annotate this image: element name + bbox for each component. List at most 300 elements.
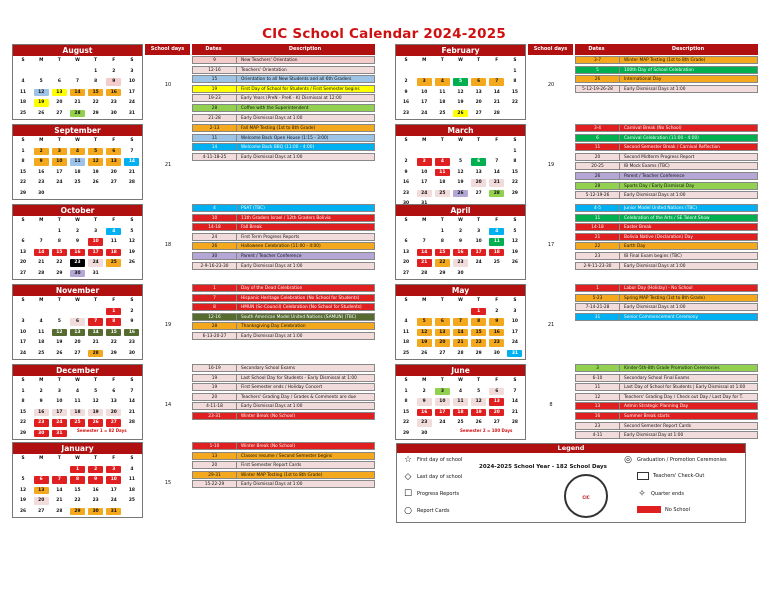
day-cell: 4 xyxy=(106,228,121,236)
day-cell: 9 xyxy=(404,89,408,95)
day-cell: 3 xyxy=(477,228,481,234)
day-cell: 9 xyxy=(404,169,408,175)
day-cell: 8 xyxy=(513,79,517,84)
day-cell: 30 xyxy=(70,270,85,278)
day-cell: 9 xyxy=(417,398,432,406)
weekday-label: F xyxy=(495,378,499,383)
event-description: Summer Break starts xyxy=(624,414,670,419)
event-description: International Day xyxy=(624,77,662,83)
day-cell: 26 xyxy=(453,110,468,118)
day-cell: 24 xyxy=(88,259,103,267)
weekday-label: W xyxy=(75,298,80,303)
event-row xyxy=(575,162,758,170)
event-description: Early Dismissal Days at 1:00 xyxy=(241,263,303,269)
day-cell: 27 xyxy=(20,270,27,276)
day-cell: 27 xyxy=(38,508,45,514)
star-icon: ☆ xyxy=(403,455,413,465)
day-cell: 27 xyxy=(56,110,63,116)
event-description: Kinder-5th-8th Grade Promotion Ceremonies xyxy=(624,366,720,371)
day-cell: 6 xyxy=(21,239,25,244)
empty-cell xyxy=(399,148,414,156)
event-row xyxy=(575,303,758,311)
event-row xyxy=(575,66,758,74)
event-row xyxy=(575,262,758,270)
day-cell: 22 xyxy=(74,498,81,503)
event-row xyxy=(192,223,375,231)
month-calendar xyxy=(395,124,526,210)
day-cell: 26 xyxy=(511,260,518,265)
event-row xyxy=(575,422,758,430)
day-cell: 7 xyxy=(130,388,134,394)
school-days-count: 8 xyxy=(549,402,553,408)
day-cell: 12 xyxy=(20,487,27,493)
day-cell: 8 xyxy=(471,318,486,326)
empty-cell xyxy=(399,228,414,236)
month-calendar xyxy=(12,44,143,120)
event-date: 6 xyxy=(596,135,599,141)
day-cell: 26 xyxy=(92,180,99,185)
empty-cell xyxy=(16,466,31,474)
day-cell: 8 xyxy=(70,476,85,484)
month-calendar xyxy=(12,204,143,280)
weekday-label: W xyxy=(458,138,463,143)
day-cell: 22 xyxy=(20,420,27,425)
day-cell: 5 xyxy=(21,477,25,482)
event-date: 4-11 xyxy=(592,433,603,439)
day-cell: 9 xyxy=(106,78,121,86)
day-cell: 26 xyxy=(20,508,27,514)
day-cell: 19 xyxy=(56,340,63,345)
red-swatch-icon xyxy=(637,506,661,513)
day-cell: 23 xyxy=(403,190,410,196)
weekday-label: M xyxy=(422,58,427,63)
event-row xyxy=(575,56,758,64)
event-description: Carnival Break (No School) xyxy=(624,126,682,131)
event-date: 23 xyxy=(594,254,601,259)
day-cell: 16 xyxy=(70,249,85,257)
day-cell: 2 xyxy=(34,148,49,156)
event-description: Second Semester Break / Carnival Reflection xyxy=(624,145,720,151)
day-cell: 7 xyxy=(39,239,43,244)
weekday-label: F xyxy=(112,456,116,461)
day-cell: 2 xyxy=(75,228,80,234)
empty-cell xyxy=(52,68,67,76)
day-cell: 27 xyxy=(110,180,117,185)
weekday-header xyxy=(13,376,142,385)
weekday-label: T xyxy=(57,138,61,143)
day-cell: 25 xyxy=(38,350,45,356)
event-date: 20 xyxy=(211,463,218,469)
event-date: 21-28 xyxy=(208,115,221,121)
school-days-count: 17 xyxy=(547,242,555,248)
event-date: 23-31 xyxy=(208,414,221,419)
day-cell: 11 xyxy=(435,169,450,177)
empty-cell xyxy=(489,270,504,278)
weekday-label: M xyxy=(39,58,44,63)
day-cell: 25 xyxy=(435,190,450,198)
day-cell: 13 xyxy=(489,398,504,406)
day-cell: 24 xyxy=(56,180,63,185)
empty-cell xyxy=(489,68,504,76)
day-cell: 15 xyxy=(52,249,67,257)
event-date: 15 xyxy=(211,77,218,83)
day-cell: 14 xyxy=(70,89,85,97)
event-date: 12-16 xyxy=(208,67,221,73)
event-description: 11th Graders Israel / 12th Graders Bolivia xyxy=(241,215,331,221)
day-cell: 6 xyxy=(404,239,408,244)
weekday-label: T xyxy=(57,58,61,63)
day-cell: 8 xyxy=(440,239,444,244)
event-description: Welcome Back BBQ (11:00 - 4:00) xyxy=(241,145,315,151)
day-cell: 1 xyxy=(440,228,444,234)
day-cell: 16 xyxy=(489,329,504,337)
day-cell: 11 xyxy=(453,398,468,406)
empty-cell xyxy=(52,466,67,474)
event-date: 10 xyxy=(211,215,218,221)
event-description: Winter Break (No School) xyxy=(241,444,296,449)
day-cell: 15 xyxy=(74,487,81,493)
month-name: June xyxy=(396,365,525,376)
day-cell: 17 xyxy=(20,340,27,345)
weekday-label: T xyxy=(94,58,98,63)
weekday-header xyxy=(396,296,525,305)
weekday-label: T xyxy=(57,218,61,223)
weekday-label: W xyxy=(458,58,463,63)
weekday-label: W xyxy=(75,218,80,223)
day-cell: 12 xyxy=(92,399,99,404)
weekday-header xyxy=(13,216,142,225)
day-cell: 11 xyxy=(128,477,135,482)
day-grid xyxy=(13,305,142,359)
event-description: First Day of School for Students / First Semester begins xyxy=(241,86,360,92)
day-cell: 30 xyxy=(34,430,49,438)
event-row xyxy=(192,480,375,488)
day-cell: 8 xyxy=(404,399,408,404)
empty-cell xyxy=(124,190,139,198)
day-cell: 24 xyxy=(417,190,432,198)
day-cell: 7 xyxy=(489,78,504,86)
day-cell: 9 xyxy=(88,476,103,484)
event-date: 16-19 xyxy=(208,366,221,371)
day-cell: 12 xyxy=(417,329,432,337)
day-cell: 2 xyxy=(495,308,499,314)
day-cell: 13 xyxy=(34,487,49,495)
event-row xyxy=(575,412,758,420)
day-cell: 2 xyxy=(404,79,408,84)
day-cell: 13 xyxy=(52,89,67,97)
event-row xyxy=(192,124,375,132)
day-cell: 22 xyxy=(471,339,486,347)
weekday-label: F xyxy=(112,138,116,143)
day-cell: 10 xyxy=(475,239,482,244)
school-days-count: 10 xyxy=(164,82,172,88)
weekday-label: F xyxy=(495,298,499,303)
day-cell: 11 xyxy=(38,329,45,335)
weekday-header xyxy=(13,296,142,305)
legend-checkout: Teachers' Check-Out xyxy=(637,472,704,480)
day-cell: 20 xyxy=(471,179,486,187)
day-cell: 13 xyxy=(20,249,27,255)
day-cell: 16 xyxy=(403,100,410,105)
quarter-star-icon: ✧ xyxy=(638,489,646,499)
event-description: Early Dismissal Days at 1:00 xyxy=(241,334,303,339)
event-date: 24 xyxy=(211,234,218,240)
day-cell: 2 xyxy=(422,388,426,394)
day-cell: 23 xyxy=(453,259,468,267)
day-cell: 25 xyxy=(128,498,135,503)
event-row xyxy=(575,252,758,260)
day-cell: 10 xyxy=(20,329,27,335)
weekday-label: M xyxy=(39,138,44,143)
day-cell: 31 xyxy=(92,270,99,276)
event-description: Teachers' Orientation xyxy=(241,67,287,73)
day-cell: 1 xyxy=(57,228,61,234)
day-cell: 13 xyxy=(106,158,121,166)
event-row xyxy=(192,75,375,83)
event-description: Carnival Celebration (11:00 - 4:00) xyxy=(624,135,699,141)
legend-report: ○ Report Cards xyxy=(404,506,450,516)
event-description: Early Dismissal Days at 1:00 xyxy=(241,482,303,488)
weekday-label: S xyxy=(130,298,134,303)
day-cell: 1 xyxy=(513,68,517,74)
day-cell: 20 xyxy=(56,100,63,105)
day-cell: 28 xyxy=(489,190,504,198)
day-cell: 16 xyxy=(403,180,410,185)
legend-noschool: No School xyxy=(637,506,690,513)
weekday-label: T xyxy=(477,138,481,143)
day-cell: 4 xyxy=(458,388,463,394)
day-cell: 15 xyxy=(106,329,121,337)
day-cell: 6 xyxy=(106,148,121,156)
event-row xyxy=(575,143,758,151)
day-cell: 2 xyxy=(458,228,463,234)
description-header: Description xyxy=(618,44,758,55)
day-cell: 30 xyxy=(457,270,464,276)
day-cell: 26 xyxy=(88,419,103,427)
weekday-header xyxy=(13,454,142,463)
event-date: 11 xyxy=(594,385,601,391)
day-cell: 15 xyxy=(20,169,27,175)
day-cell: 19 xyxy=(471,409,486,417)
event-description: Parent / Teacher Conference xyxy=(624,174,685,179)
semester-note: Semester 2 = 100 Days xyxy=(460,428,513,433)
school-days-header: School days xyxy=(145,44,190,55)
weekday-label: T xyxy=(477,298,481,303)
day-cell: 3 xyxy=(52,148,67,156)
event-description: Winter MAP Testing (1st to 8th Grade) xyxy=(241,472,323,478)
month-calendar xyxy=(395,44,526,120)
weekday-label: S xyxy=(404,298,408,303)
day-cell: 29 xyxy=(110,350,117,356)
day-cell: 10 xyxy=(52,158,67,166)
empty-cell xyxy=(106,270,121,278)
weekday-label: F xyxy=(112,378,116,383)
day-cell: 8 xyxy=(94,79,98,84)
day-cell: 6 xyxy=(471,78,486,86)
day-cell: 14 xyxy=(124,158,139,166)
event-description: First Semester Report Cards xyxy=(241,463,302,469)
day-cell: 24 xyxy=(421,110,428,116)
empty-cell xyxy=(16,308,31,316)
event-date: 14 xyxy=(211,145,218,151)
event-row xyxy=(192,85,375,93)
legend-quarter: ✧ Quarter ends xyxy=(638,489,684,499)
empty-cell xyxy=(417,148,432,156)
day-cell: 5 xyxy=(130,228,134,234)
event-row xyxy=(192,294,375,302)
event-description: Early Years (PreN - PreK - K) Dismissal at 12:00 xyxy=(241,96,342,102)
empty-cell xyxy=(471,148,486,156)
day-cell: 9 xyxy=(130,319,134,324)
weekday-label: T xyxy=(477,378,481,383)
weekday-label: T xyxy=(440,378,444,383)
diamond-icon: ◇ xyxy=(404,472,412,482)
school-days-header: School days xyxy=(528,44,573,55)
month-name: May xyxy=(396,285,525,296)
event-row xyxy=(192,204,375,212)
day-cell: 11 xyxy=(403,329,410,335)
event-description: PSAT (TBC) xyxy=(241,206,265,211)
day-cell: 4 xyxy=(489,228,504,236)
weekday-label: S xyxy=(130,456,134,461)
event-description: Fall Break xyxy=(241,225,262,231)
day-cell: 23 xyxy=(110,100,117,105)
day-cell: 6 xyxy=(112,388,116,394)
day-cell: 21 xyxy=(493,100,500,105)
day-cell: 4 xyxy=(435,158,450,166)
day-cell: 25 xyxy=(106,259,121,267)
event-date: 2-9-11-23-30 xyxy=(583,263,612,269)
school-days-count: 19 xyxy=(547,162,555,168)
day-cell: 5 xyxy=(88,148,103,156)
day-cell: 20 xyxy=(403,260,410,265)
day-cell: 26 xyxy=(56,350,63,356)
empty-cell xyxy=(34,68,49,76)
event-description: Teachers' Grading Day / Grades & Comments are due xyxy=(241,394,357,400)
day-cell: 8 xyxy=(513,159,517,164)
day-cell: 13 xyxy=(475,89,482,95)
event-date: 22 xyxy=(594,244,601,250)
school-days-count: 21 xyxy=(164,162,172,168)
day-cell: 12 xyxy=(511,239,518,244)
empty-cell xyxy=(435,68,450,76)
day-cell: 20 xyxy=(34,497,49,505)
empty-cell xyxy=(417,68,432,76)
event-description: HMUN (Sc-Council) Celebration (No School for Students) xyxy=(241,305,362,311)
day-cell: 24 xyxy=(128,100,135,105)
event-date: 5-12-19-26 xyxy=(585,193,610,199)
day-cell: 3 xyxy=(94,228,98,234)
event-date: 4-11-18-25 xyxy=(202,154,227,160)
event-row xyxy=(575,313,758,321)
day-cell: 13 xyxy=(475,169,482,175)
weekday-header xyxy=(396,376,525,385)
weekday-header xyxy=(13,136,142,145)
weekday-label: S xyxy=(21,456,25,461)
event-description: Admin Strategic Planning Day xyxy=(624,404,689,410)
day-cell: 24 xyxy=(439,420,446,425)
day-cell: 7 xyxy=(52,476,67,484)
day-cell: 23 xyxy=(417,419,432,427)
event-date: 3-7 xyxy=(593,58,602,63)
weekday-label: M xyxy=(422,378,427,383)
empty-cell xyxy=(399,68,414,76)
day-cell: 18 xyxy=(453,409,468,417)
event-description: Early Dismissal Days at 1:00 xyxy=(241,115,303,121)
event-row xyxy=(575,233,758,241)
day-cell: 14 xyxy=(511,399,518,404)
event-description: Last Day of School for Students | Early Dismissal at 1:00 xyxy=(624,385,746,391)
day-cell: 17 xyxy=(421,180,428,185)
event-description: Earth Day xyxy=(624,244,646,250)
day-cell: 31 xyxy=(128,110,135,116)
weekday-label: T xyxy=(94,456,98,461)
event-description: Winter Break (No School) xyxy=(241,414,296,419)
empty-cell xyxy=(70,68,85,76)
day-cell: 5 xyxy=(477,388,481,394)
empty-cell xyxy=(453,68,468,76)
event-row xyxy=(575,85,758,93)
event-date: 31 xyxy=(594,314,601,320)
weekday-label: F xyxy=(112,298,116,303)
day-grid xyxy=(13,463,142,517)
event-row xyxy=(192,143,375,151)
day-cell: 27 xyxy=(493,420,500,425)
school-days-count: 15 xyxy=(164,480,172,486)
day-cell: 4 xyxy=(21,79,25,84)
day-cell: 19 xyxy=(128,249,135,255)
event-description: First Semester ends / Holiday Concert xyxy=(241,385,323,391)
day-cell: 25 xyxy=(439,110,446,116)
event-date: 14-18 xyxy=(591,225,604,231)
event-date: 6-10 xyxy=(592,375,603,381)
day-cell: 27 xyxy=(106,419,121,427)
event-date: 20-25 xyxy=(591,164,604,170)
event-description: Sports Day / Early Dismissal Day xyxy=(624,183,695,189)
month-name: December xyxy=(13,365,142,376)
weekday-label: T xyxy=(94,218,98,223)
day-cell: 6 xyxy=(489,388,504,396)
day-cell: 21 xyxy=(74,100,81,105)
empty-cell xyxy=(435,430,450,438)
weekday-label: T xyxy=(57,378,61,383)
day-cell: 28 xyxy=(56,508,63,514)
day-cell: 19 xyxy=(457,100,464,105)
weekday-label: S xyxy=(21,378,25,383)
weekday-label: F xyxy=(112,58,116,63)
event-row xyxy=(192,383,375,391)
event-date: 26 xyxy=(594,77,601,83)
day-cell: 15 xyxy=(20,409,27,415)
day-grid xyxy=(13,225,142,279)
weekday-label: S xyxy=(21,298,25,303)
day-cell: 5 xyxy=(513,228,517,234)
event-row xyxy=(192,66,375,74)
day-cell: 4 xyxy=(39,319,43,324)
weekday-label: S xyxy=(513,218,517,223)
day-cell: 3 xyxy=(106,466,121,474)
event-date: 11 xyxy=(211,135,218,141)
day-cell: 27 xyxy=(475,110,482,116)
event-row xyxy=(575,284,758,292)
day-cell: 9 xyxy=(34,158,49,166)
weekday-header xyxy=(396,136,525,145)
day-cell: 22 xyxy=(511,180,518,185)
event-date: 11 xyxy=(594,145,601,151)
event-row xyxy=(192,242,375,250)
empty-cell xyxy=(70,308,85,316)
weekday-label: M xyxy=(39,456,44,461)
